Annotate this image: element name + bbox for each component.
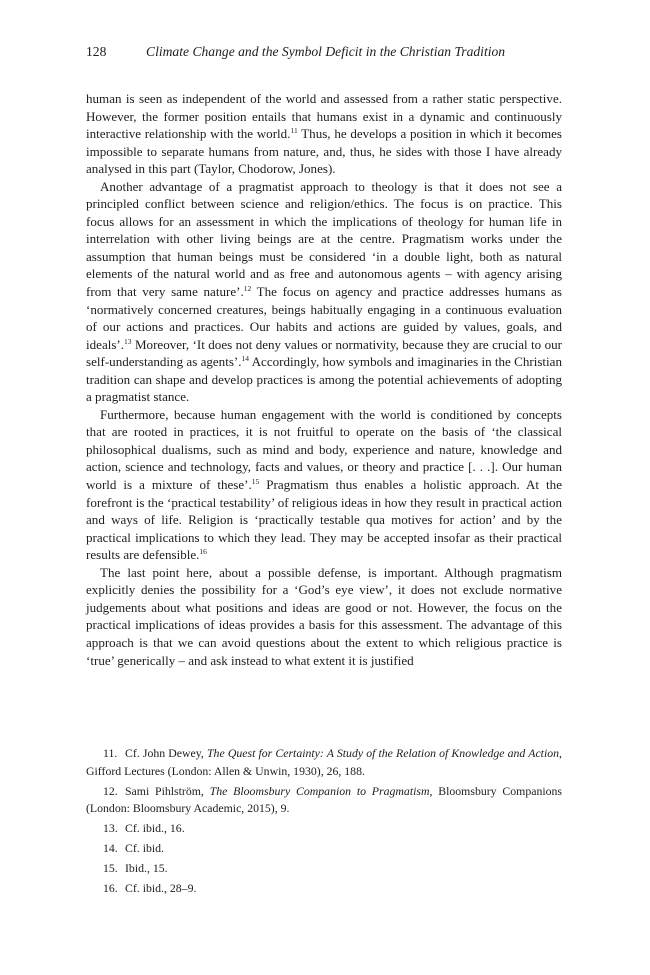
paragraph-1 — [86, 90, 562, 178]
text-segment: The focus on agency and practice addresses humans as ‘normatively concerned creatures, beings habitually engaging in a continuous evaluation of our actions and practices. Our habits and actions are guided by values, goals, and ideals’. — [86, 284, 562, 352]
footnote-text: Ibid., 15. — [125, 860, 168, 875]
text-segment: Thus, he develops a position in which it becomes impossible to separate humans from nature, and, thus, he sides with those I have already analysed in this part (Taylor, Chodorow, Jones). — [86, 126, 562, 177]
footnote-number: 11. — [103, 746, 118, 760]
footnote-number: 15. — [103, 860, 118, 875]
footnote-ref-12[interactable]: 12 — [243, 284, 252, 294]
footnote-11 — [86, 745, 562, 781]
text-segment: Moreover, ‘It does not deny values or normativity, because they are crucial to our self-understanding as agents’. — [86, 336, 562, 370]
footnote-text: Sami Pihlström, — [125, 783, 210, 798]
footnote-text: Cf. ibid., 28–9. — [125, 880, 197, 895]
running-title: Climate Change and the Symbol Deficit in the Christian Tradition — [146, 44, 506, 59]
main-text — [86, 90, 562, 669]
footnote-13 — [86, 820, 562, 838]
footnote-ref-16[interactable]: 16 — [199, 547, 207, 557]
footnote-15 — [86, 860, 562, 878]
footnote-ref-13[interactable]: 13 — [124, 336, 132, 346]
footnote-ref-14[interactable]: 14 — [241, 354, 250, 364]
footnotes — [86, 745, 562, 899]
paragraph-2 — [86, 178, 562, 406]
footnote-text: Cf. John Dewey, — [125, 746, 207, 760]
footnote-text: Cf. ibid., 16. — [125, 821, 185, 836]
footnote-number: 14. — [103, 840, 118, 855]
text-segment: Another advantage of a pragmatist approach to theology is that it does not see a principled conflict between science and religion/ethics. The focus is on practice. This focus allows for an assessment in which the implications of theology for human life in interrelation with other living beings are at the centre. Pragmatism works under the assumption that human beings must be considered ‘in a double light, both as natural elements of the natural world and as free and autonomous agents – with agency arising from that very same nature’. — [86, 178, 562, 300]
footnote-number: 16. — [103, 880, 118, 895]
footnote-16 — [86, 880, 562, 898]
text-segment: Pragmatism thus enables a holistic approach. At the forefront is the ‘practical testability’ of religious ideas in how they result in practical action and ways of life. Religion is ‘practically testable qua motives for action’ and by the practical implications to which they lead. They may be accepted insofar as their practical results are defensible. — [86, 477, 562, 563]
text-segment: Furthermore, because human engagement with the world is conditioned by concepts that are rooted in practices, it is not fruitful to operate on the basis of ‘the classical philosophical dualisms, such as mind and body, experience and nature, knowledge and action, science and technology, facts and values, or theory and practice [. . .]. Our human world is a mixture of these’. — [86, 406, 562, 493]
paragraph-4: The last point here, about a possible defense, is important. Although pragmatism explicitly denies the possibility for a ‘God’s eye view’, it does not exclude normative judgements about what positions and ideas are good or not. However, the focus on the practical implications of ideas provides a basis for this assessment. The advantage of this approach is that we can avoid questions about the extent to which religious practice is ‘true’ generically – and ask instead to what extent it is justified — [86, 564, 562, 668]
footnote-ref-15[interactable]: 15 — [251, 477, 260, 487]
footnote-12 — [86, 783, 562, 819]
footnote-number: 12. — [103, 783, 118, 798]
footnote-text: Cf. ibid. — [125, 840, 164, 855]
footnote-number: 13. — [103, 821, 118, 836]
footnote-text: , Bloomsbury Companions (London: Bloomsbury Academic, 2015), 9. — [86, 783, 563, 816]
footnote-title: The Bloomsbury Companion to Pragmatism — [209, 783, 430, 798]
text-segment: Accordingly, how symbols and imaginaries in the Christian tradition can shape and develop practices is among the potential achievements of adopting a pragmatist stance. — [86, 354, 562, 405]
footnote-14 — [86, 840, 562, 858]
footnote-title: The Quest for Certainty: A Study of the Relation of Knowledge and Action — [207, 746, 560, 760]
text-segment: human is seen as independent of the world and assessed from a rather static perspective. However, the former position entails that humans exist in a dynamic and continuously interactive relationship with the world. — [86, 91, 562, 142]
footnote-text: , Gifford Lectures (London: Allen & Unwin, 1930), 26, 188. — [86, 746, 562, 778]
paragraph-3 — [86, 406, 562, 564]
page-number: 128 — [86, 44, 107, 59]
footnote-ref-11[interactable]: 11 — [290, 126, 298, 136]
